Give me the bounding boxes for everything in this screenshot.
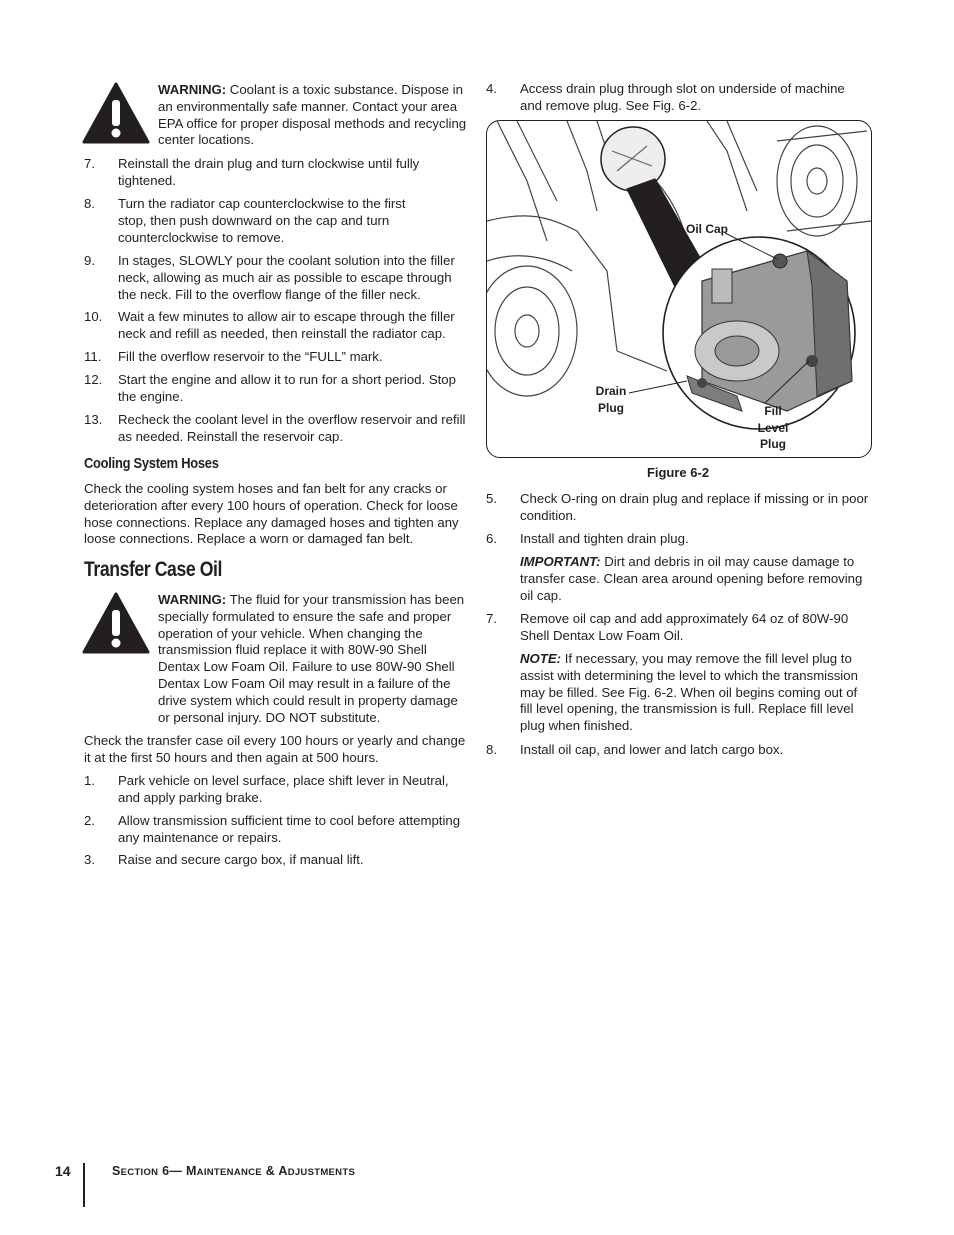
warning-triangle-icon	[82, 592, 150, 654]
step-number: 4.	[486, 81, 497, 96]
label-level: Level	[757, 421, 789, 435]
step-number: 1.	[84, 773, 95, 788]
warning-text: The fluid for your transmission has been specially formulated to ensure the safe and proper operation of your vehicle. When changing the transmission fluid replace it with 80W-90 Shell Dentax Low Foam Oil. Failure to use 80W-90 Shell Dentax Low Foam Oil may result in a failure of the drive system which could result in property damage or personal injury. DO NOT substitute.	[158, 592, 465, 725]
step-number: 6.	[486, 531, 497, 546]
label-drain: Drain	[595, 384, 627, 398]
step-text: Raise and secure cargo box, if manual lift.	[118, 852, 364, 867]
important-label: IMPORTANT:	[520, 554, 601, 569]
step-number: 11.	[84, 349, 102, 364]
step-number: 8.	[486, 742, 497, 757]
step-number: 10.	[84, 309, 103, 324]
cooling-hoses-text: Check the cooling system hoses and fan belt for any cracks or deterioration after every 100 hours of operation. Check for loose hose connections. Replace any damaged hoses and tighten any loose connections. Replace a worn or damaged fan belt.	[84, 481, 459, 547]
step-number: 3.	[84, 852, 95, 867]
step-text: Install oil cap, and lower and latch cargo box.	[520, 742, 784, 757]
transmission-illustration	[487, 121, 871, 457]
step-text: Remove oil cap and add approximately 64 oz of 80W-90 Shell Dentax Low Foam Oil.	[520, 611, 849, 643]
step-number: 13.	[84, 412, 103, 427]
step-text: Recheck the coolant level in the overflow reservoir and refill as needed. Reinstall the reservoir cap.	[118, 412, 466, 444]
step-number: 9.	[84, 253, 95, 268]
step-number: 8.	[84, 196, 95, 211]
label-plug: Plug	[760, 437, 786, 451]
warning-triangle-icon	[82, 82, 150, 144]
coolant-warning	[158, 82, 468, 149]
step-text: Check O-ring on drain plug and replace if missing or in poor condition.	[520, 491, 869, 523]
warning-label: WARNING:	[158, 592, 227, 607]
label-fill: Fill	[764, 404, 782, 418]
step-number: 2.	[84, 813, 95, 828]
step-text: Park vehicle on level surface, place shift lever in Neutral, and apply parking brake.	[118, 773, 449, 805]
warning-text: Coolant is a toxic substance. Dispose in an environmentally safe manner. Contact your area EPA office for proper disposal methods and recycling center locations.	[158, 82, 467, 148]
section-title: SECTION 6— MAINTENANCE & ADJUSTMENTS	[112, 1164, 356, 1178]
step-number: 5.	[486, 491, 497, 506]
label-oil-cap: Oil Cap	[686, 222, 729, 236]
transfer-case-heading: Transfer Case Oil	[84, 558, 222, 581]
step-text: Start the engine and allow it to run for a short period. Stop the engine.	[118, 372, 456, 404]
footer-divider	[83, 1163, 85, 1207]
important-note	[520, 554, 870, 604]
step-number: 12.	[84, 372, 103, 387]
step-number: 7.	[486, 611, 497, 626]
warning-label: WARNING:	[158, 82, 227, 97]
page-number: 14	[55, 1163, 71, 1179]
note	[520, 651, 870, 735]
note-label: NOTE:	[520, 651, 562, 666]
step-text: Fill the overflow reservoir to the “FULL” mark.	[118, 349, 383, 364]
step-text: Install and tighten drain plug.	[520, 531, 689, 546]
step-text: Access drain plug through slot on underside of machine and remove plug. See Fig. 6-2.	[520, 81, 845, 113]
cooling-hoses-heading: Cooling System Hoses	[84, 455, 219, 472]
step-text: Turn the radiator cap counterclockwise to the first stop, then push downward on the cap and turn counterclockwise to remove.	[118, 196, 406, 245]
figure-6-2	[486, 120, 872, 458]
step-text: Allow transmission sufficient time to cool before attempting any maintenance or repairs.	[118, 813, 461, 845]
note-text: If necessary, you may remove the fill level plug to assist with determining the level to which the transmission may be filled. See Fig. 6-2. When oil begins coming out of fill level opening, the transmission is full. Replace fill level plug when finished.	[520, 651, 858, 734]
step-text: In stages, SLOWLY pour the coolant solution into the filler neck, allowing as much air as possible to escape through the neck. Fill to the overflow flange of the filler neck.	[118, 253, 455, 302]
step-text: Reinstall the drain plug and turn clockwise until fully tightened.	[118, 156, 420, 188]
figure-caption: Figure 6-2	[646, 465, 710, 480]
step-text: Wait a few minutes to allow air to escape through the filler neck and refill as needed, then reinstall the radiator cap.	[118, 309, 455, 341]
transfer-intro: Check the transfer case oil every 100 hours or yearly and change it at the first 50 hours and then again at 500 hours.	[84, 733, 466, 765]
important-text: Dirt and debris in oil may cause damage to transfer case. Clean area around opening before removing oil cap.	[520, 554, 863, 603]
transmission-warning	[158, 592, 468, 726]
step-number: 7.	[84, 156, 95, 171]
label-plug: Plug	[598, 401, 624, 415]
